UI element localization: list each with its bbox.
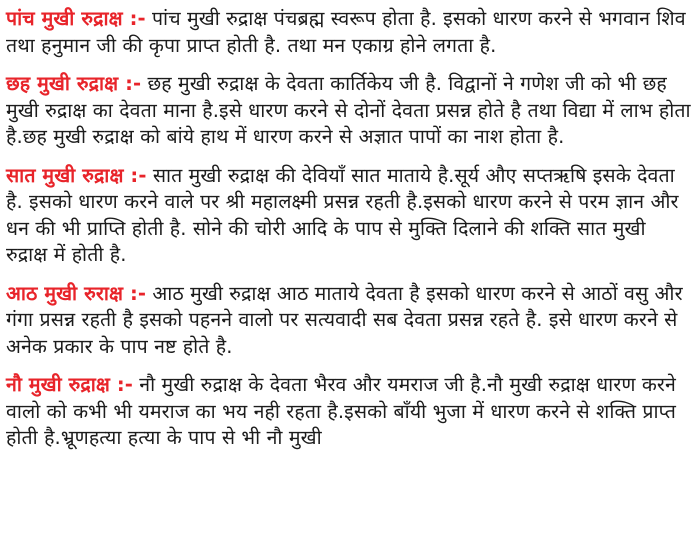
entry-heading: छह मुखी रुद्राक्ष :- <box>6 72 142 95</box>
entry-text: नौ मुखी रुद्राक्ष के देवता भैरव और यमराज जी है.नौ मुखी रुद्राक्ष धारण करने वालो को कभी भी यमराज का भय नही रहता है.इसको बाँयी भुजा में धारण करने से शक्ति प्राप्त होती है.भ्रूणहत्या हत्या के पाप से भी नौ मुखी <box>6 373 676 449</box>
entry-text: छह मुखी रुद्राक्ष के देवता कार्तिकेय जी है. विद्वानों ने गणेश जी को भी छह मुखी रुद्राक्ष का देवता माना है.इसे धारण करने से दोनों देवता प्रसन्न होते है तथा विद्या में लाभ होता है.छह मुखी रुद्राक्ष को बांये हाथ में धारण करने से अज्ञात पापों का नाश होता है. <box>6 72 691 148</box>
entry-text: सात मुखी रुद्राक्ष की देवियाँ सात माताये है.सूर्य औए सप्तऋषि इसके देवता है. इसको धारण करने वाले पर श्री महालक्ष्मी प्रसन्न रहती है.इसको धारण करने से परम ज्ञान और धन की भी प्राप्ति होती है. सोने की चोरी आदि के पाप से मुक्ति दिलाने की शक्ति सात मुखी रुद्राक्ष में होती है. <box>6 163 679 266</box>
entry-eight-mukhi <box>6 281 692 361</box>
entry-heading: पांच मुखी रुद्राक्ष :- <box>6 7 146 30</box>
entry-heading: सात मुखी रुद्राक्ष :- <box>6 163 147 187</box>
entry-five-mukhi <box>6 6 692 59</box>
entry-nine-mukhi <box>6 372 692 452</box>
entry-seven-mukhi <box>6 163 692 269</box>
entry-text: आठ मुखी रुद्राक्ष आठ माताये देवता है इसको धारण करने से आठों वसु और गंगा प्रसन्न रहती है इसको पहनने वालो पर सत्यवादी सब देवता प्रसन्न रहते है. इसे धारण करने से अनेक प्रकार के पाप नष्ट होते है. <box>6 281 683 358</box>
entry-six-mukhi <box>6 71 692 151</box>
entry-heading: नौ मुखी रुद्राक्ष :- <box>6 373 133 396</box>
entry-text: पांच मुखी रुद्राक्ष पंचब्रह्म स्वरूप होता है. इसको धारण करने से भगवान शिव तथा हनुमान जी की कृपा प्राप्त होती है. तथा मन एकाग्र होने लगता है. <box>6 7 686 57</box>
entry-heading: आठ मुखी रुराक्ष :- <box>6 281 147 305</box>
